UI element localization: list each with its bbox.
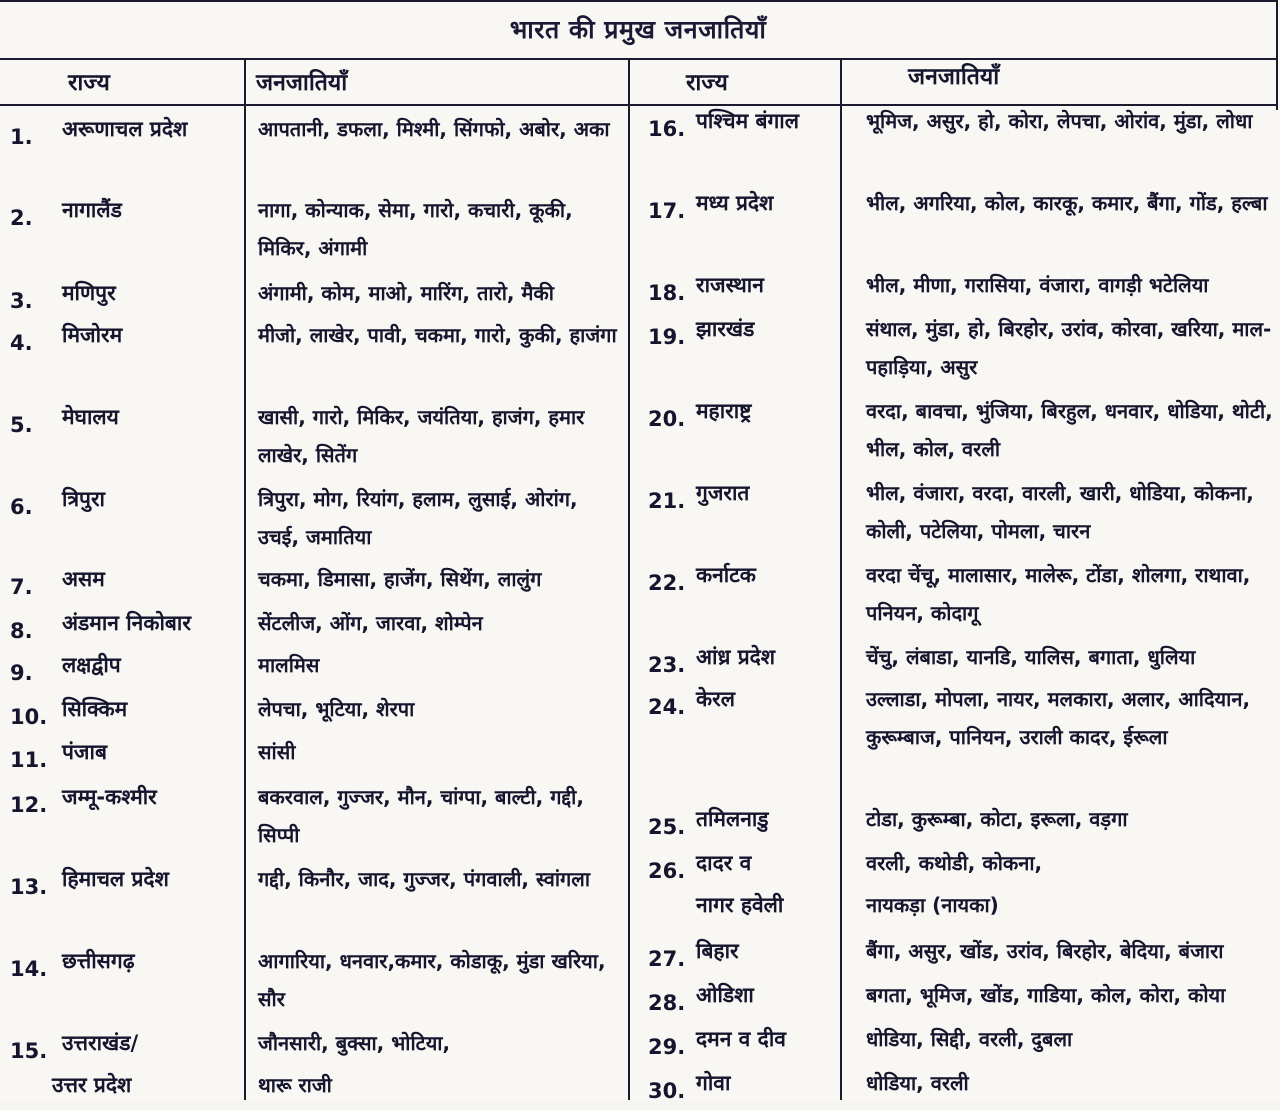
state-name: महाराष्ट्र <box>696 399 752 423</box>
header-top-rule <box>0 58 1278 60</box>
state-name: छत्तीसगढ़ <box>62 949 135 973</box>
row-number: 29. <box>648 1035 686 1059</box>
row-number: 6. <box>10 495 33 519</box>
row-number: 19. <box>648 325 686 349</box>
row-number: 9. <box>10 661 33 685</box>
state-name: दमन व दीव <box>696 1027 786 1051</box>
row-number: 12. <box>10 793 48 817</box>
row-number: 27. <box>648 947 686 971</box>
tribe-list: खासी, गारो, मिकिर, जयंतिया, हाजंग, हमार लाखेर, सितेंग <box>258 405 585 467</box>
row-number: 16. <box>648 117 686 141</box>
row-number: 2. <box>10 206 33 230</box>
tribe-list-line2: नायकड़ा (नायका) <box>866 893 999 917</box>
state-name: मध्य प्रदेश <box>696 191 774 215</box>
row-number: 20. <box>648 407 686 431</box>
row-number: 14. <box>10 957 48 981</box>
row-number: 4. <box>10 331 33 355</box>
tribe-list: धोडिया, सिद्दी, वरली, दुबला <box>866 1027 1073 1051</box>
row-number: 30. <box>648 1079 686 1103</box>
tribe-list: आपतानी, डफला, मिश्मी, सिंगफो, अबोर, अका <box>258 117 610 141</box>
row-number: 28. <box>648 991 686 1015</box>
state-name: झारखंड <box>696 317 755 341</box>
divider-left-state <box>244 58 246 1100</box>
row-number: 10. <box>10 705 48 729</box>
state-name: दादर व <box>696 851 752 875</box>
state-name: आंध्र प्रदेश <box>696 645 776 669</box>
state-name: ओडिशा <box>696 983 754 1007</box>
row-number: 23. <box>648 653 686 677</box>
state-name: जम्मू-कश्मीर <box>62 785 157 809</box>
row-number: 3. <box>10 289 33 313</box>
tribe-list: मालमिस <box>258 653 320 677</box>
header-right-tribes: जनजातियाँ <box>908 64 1000 90</box>
row-number: 22. <box>648 571 686 595</box>
row-number: 11. <box>10 748 48 772</box>
tribe-list: वरली, कथोडी, कोकना, <box>866 851 1043 875</box>
state-name: बिहार <box>696 939 739 963</box>
tribe-list: मीजो, लाखेर, पावी, चकमा, गारो, कुकी, हाजंगा <box>258 323 617 347</box>
tribe-list: आगारिया, धनवार,कमार, कोडाकू, मुंडा खरिया, सौर <box>258 949 606 1011</box>
state-name: राजस्थान <box>696 273 764 297</box>
state-name: मिजोरम <box>62 323 123 347</box>
tribe-list: संथाल, मुंडा, हो, बिरहोर, उरांव, कोरवा, खरिया, माल-पहाड़िया, असुर <box>866 317 1272 379</box>
tribe-list: जौनसारी, बुक्सा, भोटिया, <box>258 1031 451 1055</box>
tribe-list: बकरवाल, गुज्जर, मौन, चांग्पा, बाल्टी, गद्दी, सिप्पी <box>258 785 584 847</box>
table-title: भारत की प्रमुख जनजातियाँ <box>509 15 767 44</box>
tribe-list: सेंटलीज, ओंग, जारवा, शोम्पेन <box>258 611 483 635</box>
tribe-list: भूमिज, असुर, हो, कोरा, लेपचा, ओरांव, मुंडा, लोधा <box>866 109 1253 133</box>
state-name: अंडमान निकोबार <box>62 611 191 635</box>
state-name: उत्तराखंड/ <box>62 1031 139 1055</box>
row-number: 26. <box>648 859 686 883</box>
state-name: पंजाब <box>62 740 107 764</box>
state-name: सिक्किम <box>62 697 128 721</box>
tribe-list: गद्दी, किनौर, जाद, गुज्जर, पंगवाली, स्वांगला <box>258 867 591 891</box>
state-name: गोवा <box>696 1071 731 1095</box>
tribe-list: चकमा, डिमासा, हाजेंग, सिथेंग, लालुंग <box>258 567 542 591</box>
state-name: असम <box>62 567 105 591</box>
tribe-list: धोडिया, वरली <box>866 1071 969 1095</box>
state-name: मणिपुर <box>62 281 116 305</box>
tribe-list: नागा, कोन्याक, सेमा, गारो, कचारी, कूकी, मिकिर, अंगामी <box>258 198 573 260</box>
row-number: 21. <box>648 489 686 513</box>
tribe-list: वरदा, बावचा, भुंजिया, बिरहुल, धनवार, धोडिया, थोटी, भील, कोल, वरली <box>866 399 1273 461</box>
state-name: पश्चिम बंगाल <box>696 109 799 133</box>
row-number: 24. <box>648 695 686 719</box>
row-number: 25. <box>648 815 686 839</box>
state-name-line2: नागर हवेली <box>696 893 784 917</box>
tribe-list: बैंगा, असुर, खोंड, उरांव, बिरहोर, बेदिया, बंजारा <box>866 939 1224 963</box>
row-number: 17. <box>648 199 686 223</box>
state-name: कर्नाटक <box>696 563 756 587</box>
tribe-list: सांसी <box>258 740 296 764</box>
tribe-list: बगता, भूमिज, खोंड, गाडिया, कोल, कोरा, कोया <box>866 983 1226 1007</box>
row-number: 5. <box>10 413 33 437</box>
state-name: लक्षद्वीप <box>62 653 121 677</box>
state-name: अरूणाचल प्रदेश <box>62 117 188 141</box>
header-left-tribes: जनजातियाँ <box>256 70 348 96</box>
divider-right-state <box>840 58 842 1100</box>
tribe-list: चेंचु, लंबाडा, यानडि, यालिस, बगाता, धुलिया <box>866 645 1196 669</box>
tribe-list: अंगामी, कोम, माओ, मारिंग, तारो, मैकी <box>258 281 554 305</box>
tribe-list: भील, मीणा, गरासिया, वंजारा, वागड़ी भटेलिया <box>866 273 1209 297</box>
header-left-state: राज्य <box>68 70 110 96</box>
table-title-bar <box>0 0 1278 56</box>
tribe-list: टोडा, कुरूम्बा, कोटा, इरूला, वड़गा <box>866 807 1128 831</box>
tribe-list: त्रिपुरा, मोग, रियांग, हलाम, लुसाई, ओरांग, उचई, जमातिया <box>258 487 578 549</box>
tribe-list: भील, वंजारा, वरदा, वारली, खारी, धोडिया, कोकना, कोली, पटेलिया, पोमला, चारन <box>866 481 1254 543</box>
state-name: त्रिपुरा <box>62 487 105 511</box>
state-name: नागालैंड <box>62 198 122 222</box>
tribe-list: भील, अगरिया, कोल, कारकू, कमार, बैंगा, गोंड, हल्बा <box>866 191 1268 215</box>
row-number: 1. <box>10 125 33 149</box>
row-number: 18. <box>648 281 686 305</box>
row-number: 8. <box>10 619 33 643</box>
divider-right-edge <box>1276 0 1278 110</box>
state-name: मेघालय <box>62 405 119 429</box>
tribe-list: उल्लाडा, मोपला, नायर, मलकारा, अलार, आदियान, कुरूम्बाज, पानियन, उराली कादर, ईरूला <box>866 687 1251 749</box>
tribe-list: लेपचा, भूटिया, शेरपा <box>258 697 415 721</box>
row-number: 7. <box>10 575 33 599</box>
row-number: 15. <box>10 1039 48 1063</box>
state-name: गुजरात <box>696 481 750 505</box>
state-name: हिमाचल प्रदेश <box>62 867 169 891</box>
tribe-list-line2: थारू राजी <box>258 1073 332 1097</box>
state-name: केरल <box>696 687 735 711</box>
header-right-state: राज्य <box>686 70 728 96</box>
divider-center <box>628 58 630 1100</box>
state-name: तमिलनाडु <box>696 807 769 831</box>
state-name-line2: उत्तर प्रदेश <box>52 1073 132 1097</box>
row-number: 13. <box>10 875 48 899</box>
tribe-list: वरदा चेंचू, मालासार, मालेरू, टोंडा, शोलगा, राथावा, पनियन, कोदागू <box>866 563 1251 625</box>
